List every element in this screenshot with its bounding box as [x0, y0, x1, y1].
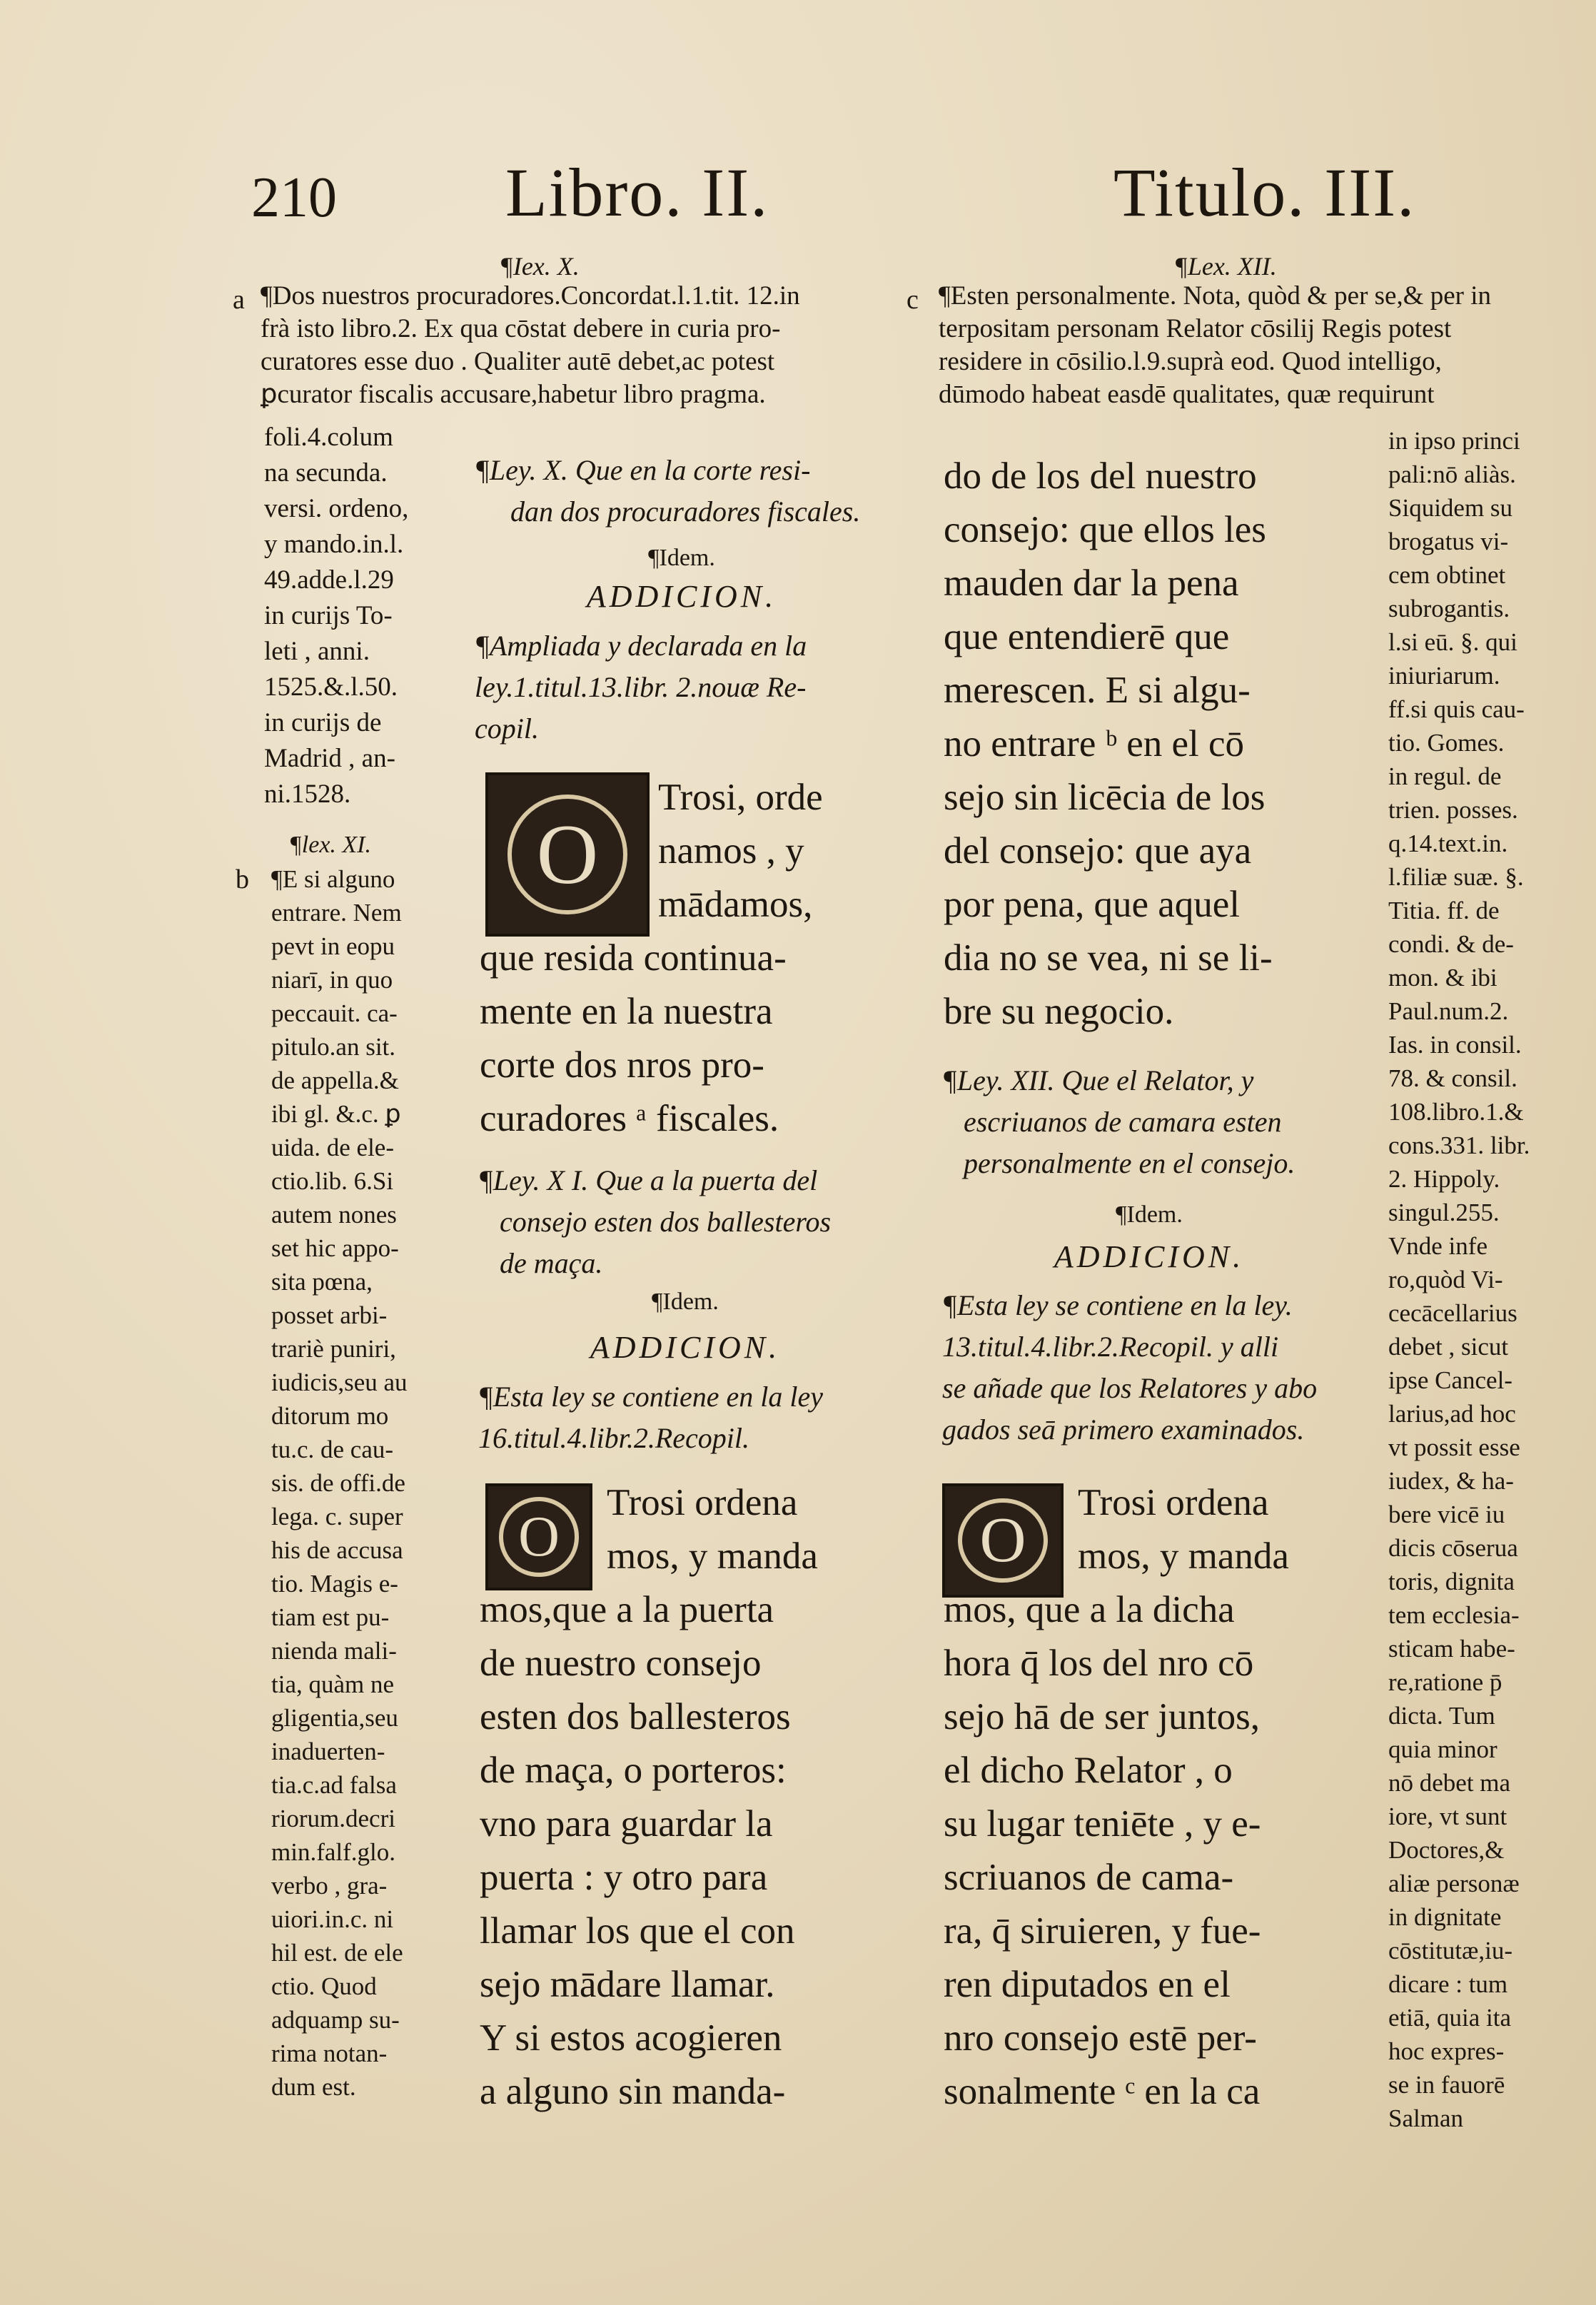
text-line: mos,que a la puerta — [480, 1589, 774, 1630]
text-line: corte dos nros pro- — [480, 1044, 764, 1086]
text-line: do de los del nuestro — [944, 455, 1257, 497]
text-line: que resida continua- — [480, 937, 787, 979]
margin-line: min.falf.glo. — [271, 1838, 395, 1866]
margin-line: 78. & consil. — [1388, 1064, 1517, 1092]
margin-line: ipse Cancel- — [1388, 1366, 1512, 1394]
margin-line: trariè puniri, — [271, 1335, 396, 1363]
left-margin-note-b — [271, 862, 457, 2104]
text-line: llamar los que el con — [480, 1910, 795, 1952]
margin-line: tiam est pu- — [271, 1603, 390, 1631]
text-line: puerta : y otro para — [480, 1857, 768, 1898]
margin-line: debet , sicut — [1388, 1333, 1509, 1361]
rubric-line: escriuanos de camara esten — [964, 1106, 1282, 1138]
margin-line: Salman — [1388, 2104, 1463, 2132]
rubric-ley-xii — [942, 1060, 1370, 1184]
margin-line: set hic appo- — [271, 1234, 399, 1262]
running-head-left: Libro. II. — [505, 154, 769, 231]
decorated-initial: O — [942, 1483, 1064, 1598]
text-line: sejo mādare llamar. — [480, 1964, 775, 2005]
law-text — [944, 1583, 1372, 2119]
margin-line: ff.si quis cau- — [1388, 695, 1525, 723]
margin-line: aliæ personæ — [1388, 1870, 1520, 1897]
text-line: mos, que a la dicha — [944, 1589, 1235, 1630]
margin-line: in curijs To- — [264, 601, 393, 630]
margin-line: 108.libro.1.& — [1388, 1098, 1524, 1126]
text-line: bre su negocio. — [944, 991, 1174, 1032]
margin-line: Madrid , an- — [264, 744, 395, 773]
idem-label: ¶Idem. — [1116, 1201, 1183, 1228]
decorated-initial: O — [485, 772, 650, 937]
law-text-short — [607, 1476, 906, 1583]
margin-line: ni.1528. — [264, 780, 351, 809]
note-line: ¶Esten personalmente. Nota, quòd & per se,& per in — [939, 281, 1492, 311]
text-line: mos, y manda — [607, 1535, 818, 1577]
text-line: su lugar teniēte , y e- — [944, 1803, 1261, 1845]
addicion-line: ¶Esta ley se contiene en la ley. — [942, 1289, 1293, 1321]
margin-line: larius,ad hoc — [1388, 1400, 1516, 1428]
note-line: residere in cōsilio.l.9.suprà eod. Quod intelligo, — [939, 347, 1442, 376]
margin-line: entrare. Nem — [271, 899, 402, 927]
law-text — [944, 450, 1372, 1039]
margin-line: autem nones — [271, 1201, 397, 1229]
margin-line: iore, vt sunt — [1388, 1802, 1507, 1830]
margin-line: q.14.text.in. — [1388, 829, 1508, 857]
margin-line: 49.adde.l.29 — [264, 565, 394, 595]
margin-line: ¶E si alguno — [271, 865, 395, 893]
law-text-short — [1078, 1476, 1378, 1583]
addicion-text — [475, 625, 896, 750]
text-line: curadores ᵃ fiscales. — [480, 1098, 779, 1139]
text-line: Trosi ordena — [607, 1482, 798, 1523]
margin-line: inaduerten- — [271, 1737, 385, 1765]
margin-line: de appella.& — [271, 1066, 399, 1094]
margin-line: Vnde infe — [1388, 1232, 1488, 1260]
margin-line: cōstitutæ,iu- — [1388, 1937, 1513, 1964]
margin-line: sis. de offi.de — [271, 1469, 405, 1497]
text-line: de nuestro consejo — [480, 1643, 762, 1684]
margin-line: in curijs de — [264, 708, 382, 737]
margin-line: se in fauorē — [1388, 2071, 1505, 2099]
margin-line: bere vicē iu — [1388, 1500, 1505, 1528]
margin-line: his de accusa — [271, 1536, 403, 1564]
margin-line: sticam habe- — [1388, 1635, 1515, 1663]
margin-line: singul.255. — [1388, 1199, 1500, 1226]
note-c — [939, 280, 1552, 411]
text-line: ra, q̄ siruieren, y fue- — [944, 1910, 1261, 1952]
margin-line: hil est. de ele — [271, 1939, 403, 1967]
addicion-line: 16.titul.4.libr.2.Recopil. — [478, 1422, 749, 1454]
margin-line: na secunda. — [264, 458, 388, 488]
margin-line: tem ecclesia- — [1388, 1601, 1520, 1629]
text-line: Trosi, orde — [658, 777, 823, 818]
margin-line: subrogantis. — [1388, 595, 1510, 622]
margin-line: Ias. in consil. — [1388, 1031, 1522, 1059]
margin-line: in dignitate — [1388, 1903, 1502, 1931]
running-head-right: Titulo. III. — [1113, 154, 1416, 231]
addicion-line: gados seā primero examinados. — [942, 1413, 1305, 1446]
rubric-line: ¶Ley. X I. Que a la puerta del — [478, 1164, 818, 1196]
margin-line: rima notan- — [271, 2039, 388, 2067]
margin-line: pali:nō aliàs. — [1388, 460, 1516, 488]
margin-line: l.si eū. §. qui — [1388, 628, 1517, 656]
note-line: curatores esse duo . Qualiter autē debet,ac potest — [261, 347, 775, 376]
margin-mark-b: b — [236, 864, 249, 894]
margin-line: riorum.decri — [271, 1805, 395, 1832]
addicion-line: 13.titul.4.libr.2.Recopil. y alli — [942, 1331, 1279, 1363]
text-line: del consejo: que aya — [944, 830, 1252, 872]
addicion-text — [478, 1376, 906, 1459]
text-line: el dicho Relator , o — [944, 1750, 1233, 1791]
margin-line: tia.c.ad falsa — [271, 1771, 397, 1799]
text-line: vno para guardar la — [480, 1803, 773, 1845]
text-line: mente en la nuestra — [480, 991, 773, 1032]
note-a — [261, 280, 889, 411]
margin-mark-a: a — [233, 285, 245, 315]
margin-line: ctio. Quod — [271, 1972, 377, 2000]
margin-line: brogatus vi- — [1388, 528, 1509, 555]
addicion-heading: ADDICION. — [590, 1330, 781, 1365]
addicion-line: se añade que los Relatores y abo — [942, 1372, 1318, 1404]
margin-line: y mando.in.l. — [264, 530, 404, 559]
margin-line: tio. Gomes. — [1388, 729, 1505, 757]
note-line: ¶Dos nuestros procuradores.Concordat.l.1.tit. 12.in — [261, 281, 800, 311]
rubric-ley-xi — [478, 1160, 906, 1284]
margin-line: gligentia,seu — [271, 1704, 398, 1732]
rubric-line: personalmente en el consejo. — [964, 1147, 1296, 1179]
margin-line: niarī, in quo — [271, 966, 393, 994]
note-line: dūmodo habeat easdē qualitates, quæ requirunt — [939, 380, 1435, 409]
margin-line: Titia. ff. de — [1388, 897, 1500, 924]
margin-line: cecācellarius — [1388, 1299, 1517, 1327]
margin-line: in ipso princi — [1388, 427, 1520, 455]
margin-line: hoc expres- — [1388, 2037, 1505, 2065]
margin-line: condi. & de- — [1388, 930, 1514, 958]
margin-line: cons.331. libr. — [1388, 1131, 1530, 1159]
margin-line: lega. c. super — [271, 1503, 403, 1530]
addicion-line: copil. — [475, 712, 539, 745]
text-line: a alguno sin manda- — [480, 2071, 786, 2112]
addicion-heading: ADDICION. — [1054, 1239, 1245, 1274]
text-line: hora q̄ los del nro cō — [944, 1643, 1254, 1684]
text-line: scriuanos de cama- — [944, 1857, 1234, 1898]
margin-line: foli.4.colum — [264, 423, 393, 452]
addicion-heading: ADDICION. — [586, 579, 777, 614]
text-line: merescen. E si algu- — [944, 670, 1251, 711]
margin-line: etiā, quia ita — [1388, 2004, 1512, 2032]
text-line: sejo hā de ser juntos, — [944, 1696, 1261, 1737]
margin-line: tu.c. de cau- — [271, 1436, 394, 1463]
text-line: nro consejo estē per- — [944, 2017, 1257, 2059]
margin-line: quia minor — [1388, 1735, 1497, 1763]
rubric-line: consejo esten dos ballesteros — [500, 1206, 832, 1238]
lex-label-xi: ¶lex. XI. — [289, 832, 371, 858]
text-line: ren diputados en el — [944, 1964, 1231, 2005]
text-line: dia no se vea, ni se li- — [944, 937, 1273, 979]
idem-label: ¶Idem. — [648, 545, 715, 571]
margin-line: ibi gl. &.c. ꝑ — [271, 1100, 401, 1128]
margin-line: re,ratione p̄ — [1388, 1668, 1502, 1696]
margin-line: leti , anni. — [264, 637, 370, 666]
text-line: sonalmente ᶜ en la ca — [944, 2071, 1261, 2112]
lex-label-xii: ¶Lex. XII. — [1174, 252, 1277, 281]
text-line: Trosi ordena — [1078, 1482, 1269, 1523]
text-line: mādamos, — [658, 884, 813, 925]
margin-line: nienda mali- — [271, 1637, 397, 1665]
rubric-line: ¶Ley. XII. Que el Relator, y — [942, 1064, 1254, 1096]
law-text — [480, 932, 908, 1146]
margin-line: Siquidem su — [1388, 494, 1513, 522]
text-line: que entendierē que — [944, 616, 1230, 657]
margin-line: versi. ordeno, — [264, 494, 409, 523]
note-line: ꝑcurator fiscalis accusare,habetur libro pragma. — [261, 380, 766, 409]
margin-line: sita pœna, — [271, 1268, 373, 1296]
margin-line: peccauit. ca- — [271, 999, 398, 1027]
text-line: Y si estos acogieren — [480, 2017, 782, 2059]
page-number: 210 — [251, 166, 337, 229]
rubric-line: dan dos procuradores fiscales. — [510, 495, 861, 528]
margin-line: ro,quòd Vi- — [1388, 1266, 1503, 1293]
margin-line: trien. posses. — [1388, 796, 1518, 824]
law-text-short — [658, 771, 901, 932]
text-line: por pena, que aquel — [944, 884, 1240, 925]
text-line: esten dos ballesteros — [480, 1696, 791, 1737]
margin-line: 2. Hippoly. — [1388, 1165, 1500, 1193]
margin-line: ditorum mo — [271, 1402, 389, 1430]
margin-line: vt possit esse — [1388, 1433, 1520, 1461]
margin-line: tia, quàm ne — [271, 1670, 395, 1698]
margin-line: dicis cōserua — [1388, 1534, 1518, 1562]
right-margin-notes — [1388, 424, 1570, 2135]
margin-line: nō debet ma — [1388, 1769, 1511, 1797]
margin-line: toris, dignita — [1388, 1568, 1515, 1595]
margin-line: mon. & ibi — [1388, 964, 1497, 992]
margin-line: iniuriarum. — [1388, 662, 1500, 690]
addicion-line: ¶Ampliada y declarada en la — [475, 630, 807, 662]
text-line: no entrare ᵇ en el cō — [944, 723, 1245, 765]
rubric-ley-x — [475, 450, 896, 533]
margin-line: iudex, & ha- — [1388, 1467, 1514, 1495]
margin-line: l.filiæ suæ. §. — [1388, 863, 1524, 891]
addicion-line: ¶Esta ley se contiene en la ley — [478, 1381, 823, 1413]
margin-line: pevt in eopu — [271, 932, 395, 960]
lex-label-x: ¶Iex. X. — [500, 252, 580, 281]
text-line: mauden dar la pena — [944, 563, 1239, 604]
margin-line: adquamp su- — [271, 2006, 400, 2034]
margin-line: Paul.num.2. — [1388, 997, 1509, 1025]
text-line: de maça, o porteros: — [480, 1750, 787, 1791]
margin-line: in regul. de — [1388, 762, 1502, 790]
margin-line: uiori.in.c. ni — [271, 1905, 394, 1933]
margin-line: 1525.&.l.50. — [264, 672, 398, 702]
text-line: mos, y manda — [1078, 1535, 1289, 1577]
margin-line: pitulo.an sit. — [271, 1033, 396, 1061]
margin-line: Doctores,& — [1388, 1836, 1505, 1864]
rubric-line: ¶Ley. X. Que en la corte resi- — [475, 454, 811, 486]
addicion-text — [942, 1285, 1370, 1451]
margin-line: verbo , gra- — [271, 1872, 388, 1900]
margin-line: posset arbi- — [271, 1301, 388, 1329]
margin-line: iudicis,seu au — [271, 1368, 408, 1396]
margin-line: dum est. — [271, 2073, 356, 2101]
addicion-line: ley.1.titul.13.libr. 2.nouæ Re- — [475, 671, 807, 703]
idem-label: ¶Idem. — [652, 1288, 719, 1315]
note-line: frà isto libro.2. Ex qua cōstat debere in curia pro- — [261, 314, 781, 343]
text-line: consejo: que ellos les — [944, 509, 1266, 550]
margin-mark-c: c — [906, 285, 919, 315]
decorated-initial: O — [485, 1483, 592, 1590]
margin-line: tio. Magis e- — [271, 1570, 398, 1598]
left-margin-notes — [264, 420, 457, 812]
margin-line: dicta. Tum — [1388, 1702, 1495, 1730]
law-text — [480, 1583, 908, 2119]
margin-line: uida. de ele- — [271, 1134, 394, 1161]
margin-line: ctio.lib. 6.Si — [271, 1167, 394, 1195]
rubric-line: de maça. — [500, 1247, 603, 1279]
margin-line: cem obtinet — [1388, 561, 1506, 589]
note-line: terpositam personam Relator cōsilij Regis potest — [939, 314, 1452, 343]
margin-line: dicare : tum — [1388, 1970, 1508, 1998]
text-line: namos , y — [658, 830, 804, 872]
text-line: sejo sin licēcia de los — [944, 777, 1266, 818]
